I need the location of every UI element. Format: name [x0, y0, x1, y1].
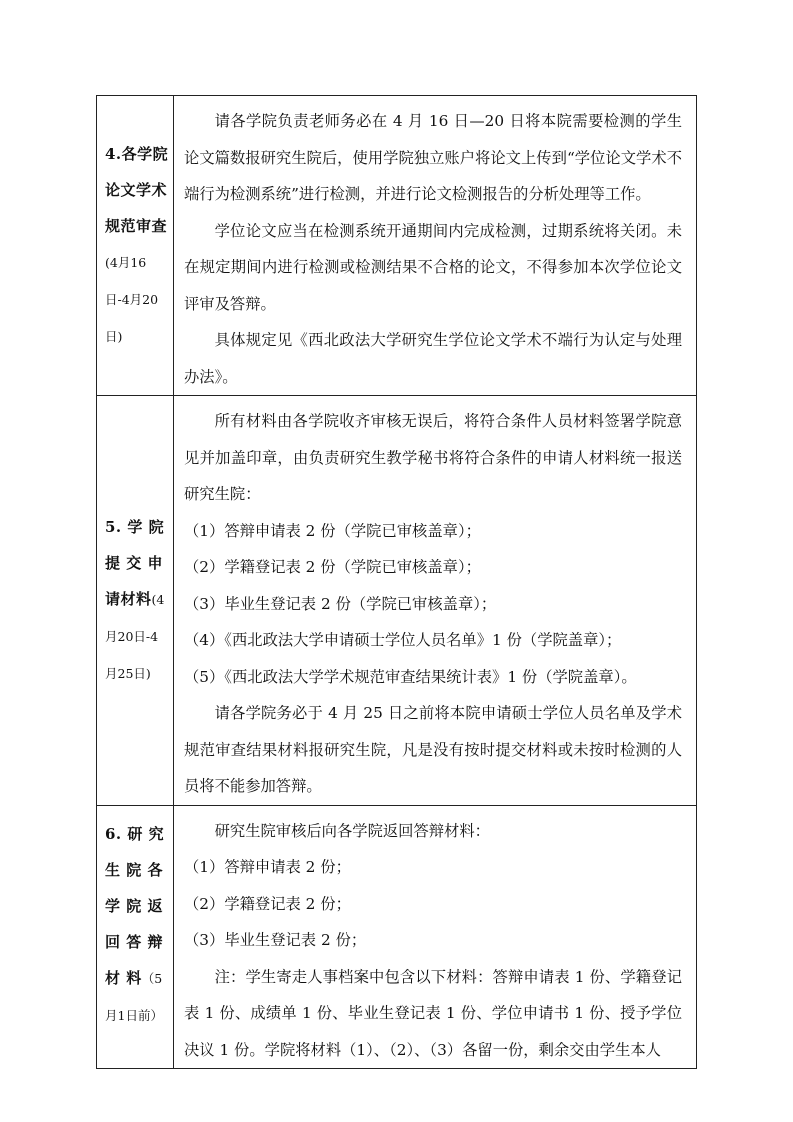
section-title: 6. 研 究 生 院 各 学 院 返 回 答 辩 材 料 [105, 824, 165, 987]
table-row [97, 396, 697, 806]
section-date-range: (4月16日-4月20日) [105, 255, 159, 344]
list-item: （3）毕业生登记表 2 份； [184, 931, 367, 949]
list-item: （1）答辩申请表 2 份； [184, 858, 351, 876]
section-date-range: （5月1日前） [105, 970, 163, 1023]
list-item: （5）《西北政法大学学术规范审查结果统计表》1 份（学院盖章）。 [184, 667, 637, 686]
section-content-cell [174, 396, 697, 806]
paragraph: 学位论文应当在检测系统开通期间内完成检测，过期系统将关闭。未在规定期间内进行检测或检测结果不合格的论文，不得参加本次学位论文评审及答辩。 [184, 221, 682, 313]
paragraph: 所有材料由各学院收齐审核无误后，将符合条件人员材料签署学院意见并加盖印章，由负责研究生教学秘书将符合条件的申请人材料统一报送研究生院： [184, 412, 682, 503]
section-label [97, 509, 173, 692]
paragraph: 研究生院审核后向各学院返回答辩材料： [214, 821, 490, 840]
procedure-table [96, 95, 697, 1069]
section-label-cell [97, 396, 174, 806]
list-item: （2）学籍登记表 2 份； [184, 894, 351, 913]
list-item: （2）学籍登记表 2 份（学院已审核盖章）； [184, 558, 481, 576]
paragraph: 具体规定见《西北政法大学研究生学位论文学术不端行为认定与处理办法》。 [184, 331, 682, 386]
table-row [97, 96, 697, 396]
table-row [97, 805, 697, 1069]
list-item: （1）答辩申请表 2 份（学院已审核盖章）； [184, 521, 481, 540]
section-label-cell [97, 805, 174, 1069]
section-content-cell [174, 96, 697, 396]
section-content-cell [174, 805, 697, 1069]
section-title: 4.各学院论文学术规范审查 [105, 145, 169, 235]
paragraph: 请各学院负责老师务必在 4 月 16 日—20 日将本院需要检测的学生论文篇数报研究生院后，使用学院独立账户将论文上传到“学位论文学术不端行为检测系统”进行检测，并进行论文检测报告的分析处理等工作。 [184, 112, 682, 203]
paragraph: 请各学院务必于 4 月 25 日之前将本院申请硕士学位人员名单及学术规范审查结果材料报研究生院，凡是没有按时提交材料或未按时检测的人员将不能参加答辩。 [184, 704, 682, 795]
paragraph: 注：学生寄走人事档案中包含以下材料：答辩申请表 1 份、学籍登记表 1 份、成绩单 1 份、毕业生登记表 1 份、学位申请书 1 份、授予学位决议 1 份。学院将材料（1）、（2）、（3）各留一份，剩余交由学生本人 [184, 967, 682, 1059]
section-title: 5. 学 院 提 交 申 请材料 [105, 517, 165, 608]
list-item: （4）《西北政法大学申请硕士学位人员名单》1 份（学院盖章）； [184, 631, 622, 649]
section-label-cell [97, 96, 174, 396]
section-label [97, 136, 173, 355]
section-date-range: (4月20日-4月25日) [105, 591, 165, 681]
list-item: （3）毕业生登记表 2 份（学院已审核盖章）； [184, 594, 497, 613]
section-label [97, 806, 173, 1034]
